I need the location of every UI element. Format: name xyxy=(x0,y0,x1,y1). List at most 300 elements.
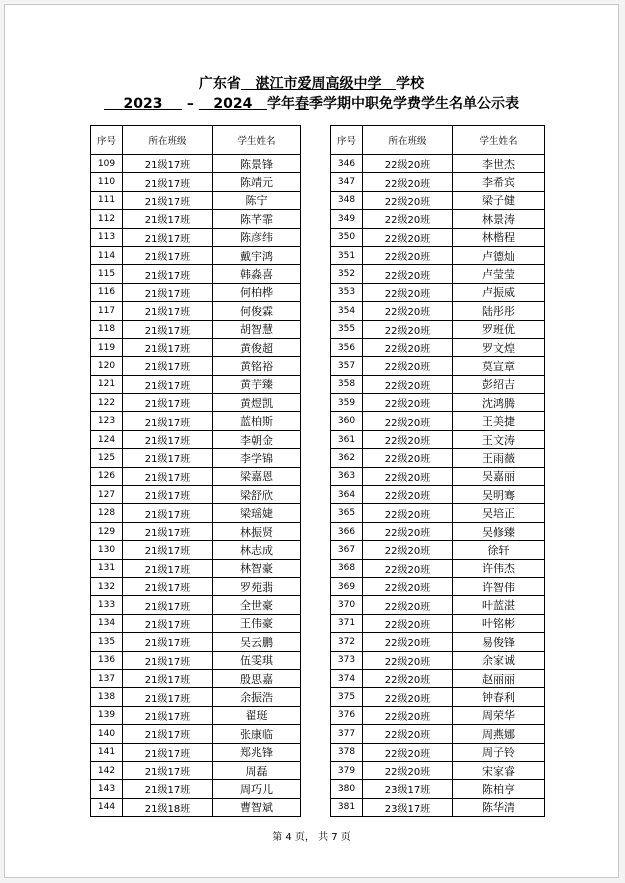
cell-class: 21级17班 xyxy=(123,357,213,375)
cell-no: 380 xyxy=(331,780,363,798)
column-header-no: 序号 xyxy=(91,126,123,155)
cell-class: 22级20班 xyxy=(363,706,453,724)
cell-no: 130 xyxy=(91,541,123,559)
cell-class: 22级20班 xyxy=(363,449,453,467)
cell-name: 陈华清 xyxy=(453,798,545,816)
cell-class: 22级20班 xyxy=(363,246,453,264)
table-row xyxy=(331,559,545,577)
cell-class: 21级17班 xyxy=(123,394,213,412)
table-row xyxy=(91,761,301,779)
cell-class: 22级20班 xyxy=(363,155,453,173)
table-row xyxy=(331,688,545,706)
cell-name: 卢莹莹 xyxy=(453,265,545,283)
year-word: 学年 xyxy=(266,96,295,112)
cell-class: 22级20班 xyxy=(363,651,453,669)
table-header-row xyxy=(331,126,545,155)
cell-no: 364 xyxy=(331,486,363,504)
column-header-class: 所在班级 xyxy=(123,126,213,155)
table-row xyxy=(331,228,545,246)
cell-no: 144 xyxy=(91,798,123,816)
cell-class: 22级20班 xyxy=(363,669,453,687)
cell-no: 128 xyxy=(91,504,123,522)
cell-name: 沈鸿腾 xyxy=(453,394,545,412)
cell-no: 120 xyxy=(91,357,123,375)
table-row xyxy=(331,191,545,209)
cell-no: 119 xyxy=(91,338,123,356)
cell-no: 142 xyxy=(91,761,123,779)
page-title-line-2 xyxy=(5,95,618,113)
table-row xyxy=(91,449,301,467)
year-dash: – xyxy=(186,96,194,112)
cell-name: 何俊霖 xyxy=(213,302,301,320)
cell-no: 375 xyxy=(331,688,363,706)
table-row xyxy=(331,798,545,816)
table-row xyxy=(91,651,301,669)
cell-name: 吴明骞 xyxy=(453,486,545,504)
cell-class: 21级17班 xyxy=(123,743,213,761)
cell-no: 111 xyxy=(91,191,123,209)
cell-class: 22级20班 xyxy=(363,430,453,448)
cell-no: 139 xyxy=(91,706,123,724)
cell-class: 22级20班 xyxy=(363,467,453,485)
cell-name: 叶蓝湛 xyxy=(453,596,545,614)
table-row xyxy=(331,486,545,504)
cell-no: 137 xyxy=(91,669,123,687)
table-row xyxy=(331,449,545,467)
cell-name: 周燕娜 xyxy=(453,725,545,743)
cell-no: 140 xyxy=(91,725,123,743)
page-title-line-1 xyxy=(5,75,618,93)
table-row xyxy=(331,210,545,228)
table-row xyxy=(331,320,545,338)
cell-class: 22级20班 xyxy=(363,522,453,540)
cell-class: 21级17班 xyxy=(123,725,213,743)
cell-name: 殷思嘉 xyxy=(213,669,301,687)
cell-class: 21级17班 xyxy=(123,614,213,632)
cell-no: 134 xyxy=(91,614,123,632)
table-row xyxy=(331,394,545,412)
cell-class: 23级17班 xyxy=(363,780,453,798)
cell-no: 133 xyxy=(91,596,123,614)
province: 广东省 xyxy=(198,76,241,92)
cell-no: 347 xyxy=(331,173,363,191)
cell-name: 陈景锋 xyxy=(213,155,301,173)
cell-no: 351 xyxy=(331,246,363,264)
table-header-row xyxy=(91,126,301,155)
cell-class: 22级20班 xyxy=(363,633,453,651)
cell-no: 110 xyxy=(91,173,123,191)
table-row xyxy=(331,504,545,522)
cell-no: 367 xyxy=(331,541,363,559)
cell-no: 371 xyxy=(331,614,363,632)
cell-class: 21级17班 xyxy=(123,173,213,191)
cell-name: 吴嘉丽 xyxy=(453,467,545,485)
table-row xyxy=(331,614,545,632)
cell-name: 陈宁 xyxy=(213,191,301,209)
cell-no: 132 xyxy=(91,577,123,595)
cell-no: 135 xyxy=(91,633,123,651)
cell-no: 129 xyxy=(91,522,123,540)
table-row xyxy=(331,706,545,724)
table-row xyxy=(331,246,545,264)
cell-name: 郑兆锋 xyxy=(213,743,301,761)
cell-no: 378 xyxy=(331,743,363,761)
cell-name: 吴云鹏 xyxy=(213,633,301,651)
cell-name: 翟珽 xyxy=(213,706,301,724)
cell-no: 127 xyxy=(91,486,123,504)
table-row xyxy=(91,467,301,485)
cell-name: 王雨薇 xyxy=(453,449,545,467)
cell-name: 余家诚 xyxy=(453,651,545,669)
cell-name: 蓝柏斯 xyxy=(213,412,301,430)
cell-name: 梁舒欣 xyxy=(213,486,301,504)
cell-no: 368 xyxy=(331,559,363,577)
table-row xyxy=(331,743,545,761)
cell-name: 彭绍吉 xyxy=(453,375,545,393)
cell-no: 348 xyxy=(331,191,363,209)
table-row xyxy=(331,761,545,779)
cell-no: 381 xyxy=(331,798,363,816)
cell-class: 22级20班 xyxy=(363,761,453,779)
cell-name: 陈靖元 xyxy=(213,173,301,191)
table-row xyxy=(91,614,301,632)
cell-name: 罗班优 xyxy=(453,320,545,338)
cell-no: 357 xyxy=(331,357,363,375)
table-row xyxy=(91,725,301,743)
cell-no: 377 xyxy=(331,725,363,743)
column-header-class: 所在班级 xyxy=(363,126,453,155)
table-row xyxy=(331,375,545,393)
cell-class: 22级20班 xyxy=(363,394,453,412)
cell-no: 114 xyxy=(91,246,123,264)
cell-name: 何柏桦 xyxy=(213,283,301,301)
cell-no: 360 xyxy=(331,412,363,430)
cell-class: 21级17班 xyxy=(123,651,213,669)
cell-no: 369 xyxy=(331,577,363,595)
school-suffix: 学校 xyxy=(396,76,425,92)
table-row xyxy=(331,651,545,669)
cell-class: 21级17班 xyxy=(123,688,213,706)
table-row xyxy=(91,173,301,191)
cell-class: 21级17班 xyxy=(123,283,213,301)
page-footer: 第 4 页， 共 7 页 xyxy=(272,832,351,843)
cell-no: 109 xyxy=(91,155,123,173)
cell-class: 21级17班 xyxy=(123,522,213,540)
table-row xyxy=(331,522,545,540)
cell-name: 莫宣章 xyxy=(453,357,545,375)
cell-name: 陈柏亨 xyxy=(453,780,545,798)
cell-no: 362 xyxy=(331,449,363,467)
cell-class: 21级17班 xyxy=(123,265,213,283)
table-row xyxy=(331,302,545,320)
cell-class: 22级20班 xyxy=(363,614,453,632)
table-row xyxy=(331,577,545,595)
cell-name: 曹智斌 xyxy=(213,798,301,816)
cell-name: 余振浩 xyxy=(213,688,301,706)
cell-class: 21级17班 xyxy=(123,338,213,356)
cell-class: 22级20班 xyxy=(363,320,453,338)
cell-class: 21级17班 xyxy=(123,706,213,724)
cell-name: 韩淼喜 xyxy=(213,265,301,283)
table-row xyxy=(91,743,301,761)
cell-name: 许智伟 xyxy=(453,577,545,595)
year-end: 2024 xyxy=(213,96,253,112)
table-row xyxy=(331,412,545,430)
cell-name: 林楷程 xyxy=(453,228,545,246)
cell-class: 21级17班 xyxy=(123,320,213,338)
cell-class: 21级17班 xyxy=(123,467,213,485)
cell-class: 21级17班 xyxy=(123,412,213,430)
cell-class: 22级20班 xyxy=(363,541,453,559)
cell-class: 21级17班 xyxy=(123,577,213,595)
cell-class: 21级17班 xyxy=(123,633,213,651)
city-school: 湛江市爱周高级中学 xyxy=(255,76,382,92)
cell-no: 374 xyxy=(331,669,363,687)
cell-class: 22级20班 xyxy=(363,302,453,320)
cell-name: 梁瑶婕 xyxy=(213,504,301,522)
table-row xyxy=(91,798,301,816)
cell-class: 21级17班 xyxy=(123,210,213,228)
table-row xyxy=(331,338,545,356)
cell-no: 356 xyxy=(331,338,363,356)
cell-class: 22级20班 xyxy=(363,743,453,761)
cell-name: 赵丽丽 xyxy=(453,669,545,687)
cell-class: 22级20班 xyxy=(363,596,453,614)
cell-name: 梁嘉恩 xyxy=(213,467,301,485)
table-row xyxy=(91,430,301,448)
cell-name: 宋家睿 xyxy=(453,761,545,779)
cell-name: 罗苑翡 xyxy=(213,577,301,595)
cell-class: 21级17班 xyxy=(123,504,213,522)
cell-class: 21级17班 xyxy=(123,541,213,559)
cell-name: 林智豪 xyxy=(213,559,301,577)
cell-name: 陆彤彤 xyxy=(453,302,545,320)
table-row xyxy=(91,191,301,209)
cell-class: 22级20班 xyxy=(363,725,453,743)
table-row xyxy=(91,228,301,246)
cell-class: 22级20班 xyxy=(363,412,453,430)
cell-class: 21级17班 xyxy=(123,669,213,687)
cell-class: 22级20班 xyxy=(363,191,453,209)
cell-no: 131 xyxy=(91,559,123,577)
table-row xyxy=(91,669,301,687)
table-row xyxy=(91,302,301,320)
table-row xyxy=(331,430,545,448)
cell-class: 21级17班 xyxy=(123,430,213,448)
cell-name: 王文涛 xyxy=(453,430,545,448)
table-row xyxy=(331,541,545,559)
cell-name: 李学锦 xyxy=(213,449,301,467)
cell-class: 22级20班 xyxy=(363,265,453,283)
column-header-no: 序号 xyxy=(331,126,363,155)
table-row xyxy=(331,725,545,743)
cell-no: 123 xyxy=(91,412,123,430)
table-row xyxy=(91,357,301,375)
cell-no: 365 xyxy=(331,504,363,522)
cell-name: 王伟豪 xyxy=(213,614,301,632)
cell-name: 周子铃 xyxy=(453,743,545,761)
cell-class: 22级20班 xyxy=(363,486,453,504)
cell-name: 吴修臻 xyxy=(453,522,545,540)
table-row xyxy=(91,283,301,301)
cell-name: 张康临 xyxy=(213,725,301,743)
cell-name: 林景涛 xyxy=(453,210,545,228)
cell-name: 卢德灿 xyxy=(453,246,545,264)
cell-class: 23级17班 xyxy=(363,798,453,816)
cell-name: 李世杰 xyxy=(453,155,545,173)
table-row xyxy=(91,246,301,264)
student-table-left xyxy=(90,125,301,817)
cell-no: 376 xyxy=(331,706,363,724)
table-row xyxy=(331,357,545,375)
table-row xyxy=(331,283,545,301)
cell-name: 梁子健 xyxy=(453,191,545,209)
cell-name: 周磊 xyxy=(213,761,301,779)
cell-no: 373 xyxy=(331,651,363,669)
table-row xyxy=(331,669,545,687)
cell-name: 周巧儿 xyxy=(213,780,301,798)
cell-no: 118 xyxy=(91,320,123,338)
cell-no: 355 xyxy=(331,320,363,338)
table-row xyxy=(331,265,545,283)
document-page xyxy=(4,4,619,878)
table-row xyxy=(91,320,301,338)
cell-name: 陈彦纬 xyxy=(213,228,301,246)
cell-name: 林振贤 xyxy=(213,522,301,540)
table-row xyxy=(331,155,545,173)
cell-no: 352 xyxy=(331,265,363,283)
cell-no: 124 xyxy=(91,430,123,448)
cell-name: 黄铭裕 xyxy=(213,357,301,375)
cell-no: 372 xyxy=(331,633,363,651)
table-row xyxy=(91,522,301,540)
cell-no: 143 xyxy=(91,780,123,798)
year-start: 2023 xyxy=(123,96,163,112)
cell-no: 138 xyxy=(91,688,123,706)
cell-no: 379 xyxy=(331,761,363,779)
cell-name: 林志成 xyxy=(213,541,301,559)
cell-no: 361 xyxy=(331,430,363,448)
table-row xyxy=(331,467,545,485)
cell-class: 22级20班 xyxy=(363,577,453,595)
table-row xyxy=(91,706,301,724)
cell-class: 22级20班 xyxy=(363,357,453,375)
cell-class: 22级20班 xyxy=(363,688,453,706)
table-row xyxy=(91,541,301,559)
cell-name: 胡智慧 xyxy=(213,320,301,338)
table-row xyxy=(331,633,545,651)
title-rest: 季学期中职免学费学生名单公示表 xyxy=(308,96,519,112)
table-row xyxy=(91,210,301,228)
table-row xyxy=(91,780,301,798)
cell-name: 叶铭彬 xyxy=(453,614,545,632)
cell-name: 王美捷 xyxy=(453,412,545,430)
cell-class: 21级17班 xyxy=(123,155,213,173)
table-row xyxy=(91,577,301,595)
cell-class: 21级17班 xyxy=(123,486,213,504)
cell-name: 陈芊霏 xyxy=(213,210,301,228)
table-row xyxy=(91,394,301,412)
cell-name: 徐轩 xyxy=(453,541,545,559)
cell-no: 370 xyxy=(331,596,363,614)
table-row xyxy=(91,412,301,430)
cell-class: 21级17班 xyxy=(123,449,213,467)
table-row xyxy=(91,338,301,356)
table-row xyxy=(331,173,545,191)
column-header-name: 学生姓名 xyxy=(453,126,545,155)
cell-class: 22级20班 xyxy=(363,559,453,577)
cell-no: 349 xyxy=(331,210,363,228)
column-header-name: 学生姓名 xyxy=(213,126,301,155)
cell-class: 21级18班 xyxy=(123,798,213,816)
cell-class: 21级17班 xyxy=(123,780,213,798)
table-row xyxy=(91,265,301,283)
cell-name: 周荣华 xyxy=(453,706,545,724)
cell-class: 21级17班 xyxy=(123,596,213,614)
cell-no: 363 xyxy=(331,467,363,485)
cell-class: 22级20班 xyxy=(363,210,453,228)
cell-class: 21级17班 xyxy=(123,375,213,393)
table-row xyxy=(91,375,301,393)
cell-name: 吴培正 xyxy=(453,504,545,522)
table-row xyxy=(91,486,301,504)
table-row xyxy=(91,559,301,577)
cell-class: 22级20班 xyxy=(363,504,453,522)
cell-name: 戴宇鸿 xyxy=(213,246,301,264)
cell-class: 22级20班 xyxy=(363,338,453,356)
cell-no: 121 xyxy=(91,375,123,393)
cell-name: 罗文煌 xyxy=(453,338,545,356)
cell-no: 122 xyxy=(91,394,123,412)
cell-name: 李朝金 xyxy=(213,430,301,448)
student-table-right xyxy=(330,125,545,817)
cell-no: 115 xyxy=(91,265,123,283)
cell-name: 许伟杰 xyxy=(453,559,545,577)
cell-name: 黄煜凯 xyxy=(213,394,301,412)
table-row xyxy=(331,780,545,798)
cell-name: 易俊锋 xyxy=(453,633,545,651)
table-row xyxy=(91,633,301,651)
cell-name: 全世豪 xyxy=(213,596,301,614)
cell-class: 22级20班 xyxy=(363,173,453,191)
table-row xyxy=(91,155,301,173)
cell-no: 125 xyxy=(91,449,123,467)
cell-no: 350 xyxy=(331,228,363,246)
cell-no: 126 xyxy=(91,467,123,485)
season: 春 xyxy=(294,96,309,112)
cell-class: 21级17班 xyxy=(123,191,213,209)
cell-class: 22级20班 xyxy=(363,228,453,246)
cell-class: 21级17班 xyxy=(123,246,213,264)
cell-no: 346 xyxy=(331,155,363,173)
table-row xyxy=(331,596,545,614)
cell-name: 钟春利 xyxy=(453,688,545,706)
cell-no: 353 xyxy=(331,283,363,301)
table-row xyxy=(91,688,301,706)
cell-class: 22级20班 xyxy=(363,375,453,393)
cell-no: 354 xyxy=(331,302,363,320)
cell-name: 卢振威 xyxy=(453,283,545,301)
cell-class: 21级17班 xyxy=(123,559,213,577)
cell-class: 21级17班 xyxy=(123,302,213,320)
cell-name: 李希宾 xyxy=(453,173,545,191)
cell-no: 359 xyxy=(331,394,363,412)
cell-class: 21级17班 xyxy=(123,761,213,779)
cell-class: 22级20班 xyxy=(363,283,453,301)
cell-no: 141 xyxy=(91,743,123,761)
cell-name: 伍雯琪 xyxy=(213,651,301,669)
cell-no: 113 xyxy=(91,228,123,246)
